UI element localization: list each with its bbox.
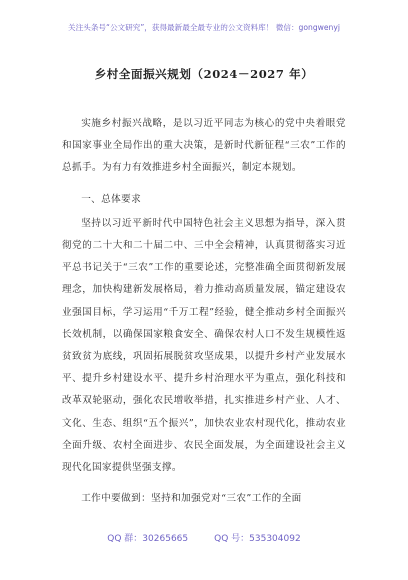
section-heading: 一、总体要求 bbox=[81, 193, 142, 205]
document-body bbox=[62, 113, 346, 510]
document-title: 乡村全面振兴规划（2024－2027 年） bbox=[94, 67, 314, 81]
qq-group: QQ 群：30265665 bbox=[107, 534, 189, 544]
header-banner: 关注头条号“公文研究”，获得最新最全最专业的公文资料库！ 微信：gongwenyj bbox=[68, 23, 340, 32]
intro-paragraph: 实施乡村振兴战略，是以习近平同志为核心的党中央着眼党和国家事业全局作出的重大决策，是新时代新征程“三农”工作的总抓手。为有力有效推进乡村全面振兴，制定本规划。 bbox=[62, 118, 346, 174]
body-paragraph: 坚持以习近平新时代中国特色社会主义思想为指导，深入贯彻党的二十大和二十届二中、三中全会精神，认真贯彻落实习近平总书记关于“三农”工作的重要论述，完整准确全面贯彻新发展理念，加快构建新发展格局，着力推动高质量发展，锚定建设农业强国目标，学习运用“千万工程”经验，健全推动乡村全面振兴长效机制，以确保国家粮食安全、确保农村人口不发生规模性返贫致贫为底线，巩固拓展脱贫攻坚成果，以提升乡村产业发展水平、提升乡村建设水平、提升乡村治理水平为重点，强化科技和改革双轮驱动，强化农民增收举措，扎实推进乡村产业、人才、文化、生态、组织“五个振兴”，加快农业农村现代化，推动农业全面升级、农村全面进步、农民全面发展，为全面建设社会主义现代化国家提供坚强支撑。 bbox=[62, 217, 346, 474]
body-paragraph-continued: 工作中要做到：坚持和加强党对“三农”工作的全面 bbox=[81, 493, 302, 505]
qq-number: QQ 号：535304092 bbox=[214, 534, 301, 544]
footer-contact bbox=[0, 531, 408, 544]
